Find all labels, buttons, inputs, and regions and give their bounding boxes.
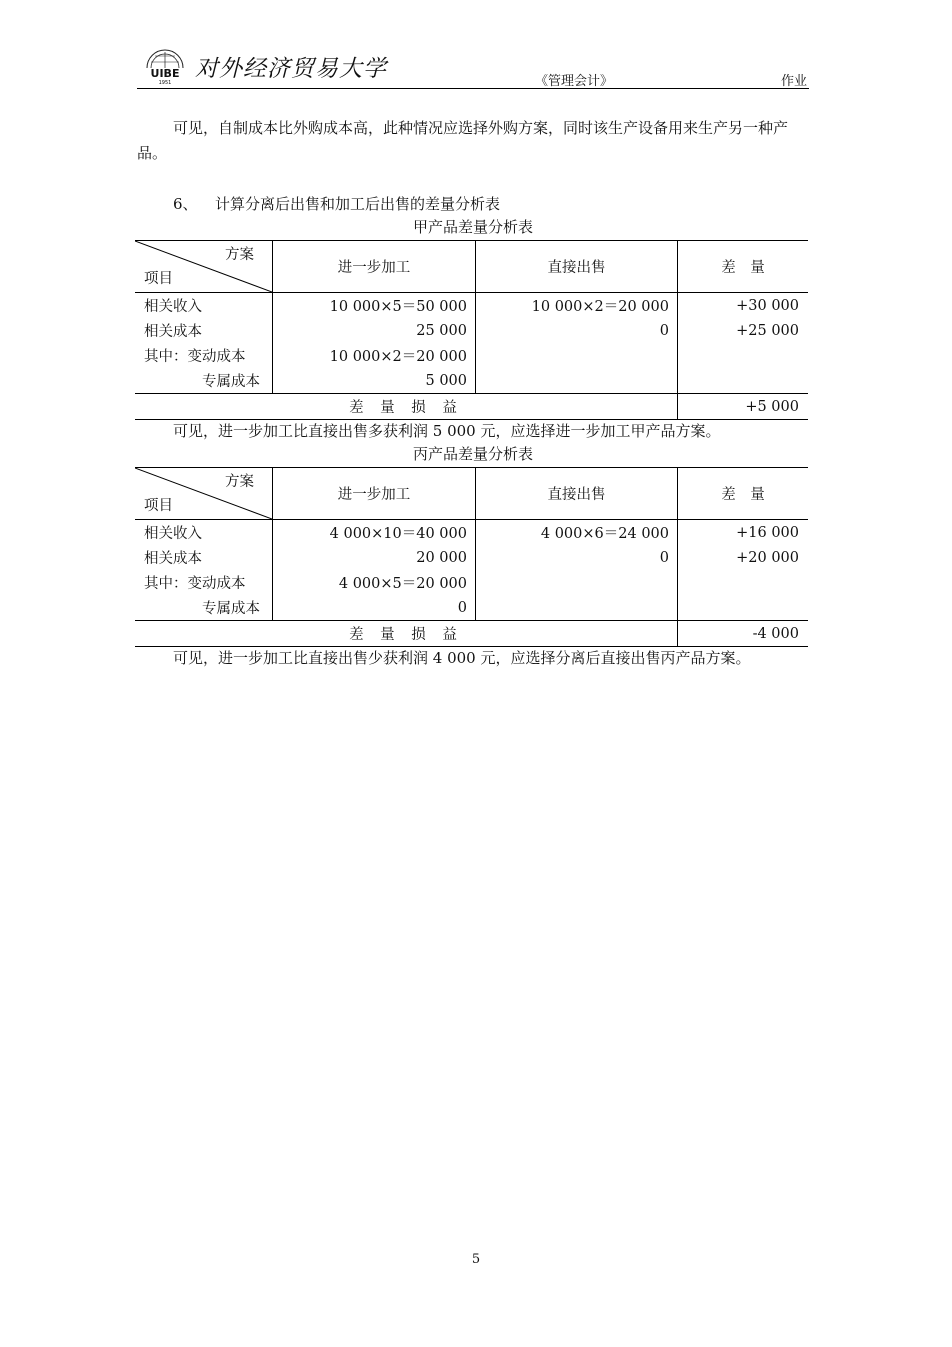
table-row [135, 545, 808, 570]
header-rule [137, 88, 809, 89]
cell-direct [476, 570, 678, 595]
row-label: 专属成本 [202, 374, 260, 390]
cell-direct: 10 000×2＝20 000 [476, 293, 678, 319]
difference-analysis-table [135, 240, 808, 420]
summary-row [135, 621, 808, 647]
course-title: 《管理会计》 [535, 74, 614, 89]
cell-direct [476, 343, 678, 368]
section-heading [173, 193, 500, 214]
table-title: 甲产品差量分析表 [412, 218, 533, 236]
table-row [135, 368, 808, 394]
cell-further: 4 000×5＝20 000 [273, 570, 476, 595]
row-label: 相关成本 [144, 551, 202, 567]
column-header: 直接出售 [476, 468, 678, 520]
logo-year: 1951 [158, 80, 172, 84]
row-label: 其中：变动成本 [144, 576, 246, 592]
cell-diff: +30 000 [678, 293, 809, 319]
cell-further: 0 [273, 595, 476, 621]
difference-analysis-table [135, 467, 808, 647]
table-row [135, 293, 808, 319]
table-row [135, 343, 808, 368]
cell-direct: 4 000×6＝24 000 [476, 520, 678, 546]
conclusion-paragraph: 可见，进一步加工比直接出售少获利润 4 000 元，应选择分离后直接出售丙产品方案。 [173, 649, 751, 667]
intro-paragraph: 可见，自制成本比外购成本高，此种情况应选择外购方案，同时该生产设备用来生产另一种产品。 [137, 119, 789, 162]
cell-further: 5 000 [273, 368, 476, 394]
summary-label: 差 量 损 益 [135, 621, 678, 647]
cell-diff: +20 000 [678, 545, 809, 570]
cell-diff [678, 368, 809, 394]
cell-direct: 0 [476, 318, 678, 343]
summary-value: -4 000 [678, 621, 809, 647]
cell-diff [678, 595, 809, 621]
cell-further: 10 000×2＝20 000 [273, 343, 476, 368]
logo-text: UIBE [150, 67, 180, 80]
row-label: 相关成本 [144, 324, 202, 340]
university-logo [143, 46, 187, 84]
row-label: 相关收入 [144, 526, 202, 542]
row-label: 相关收入 [144, 299, 202, 315]
column-header: 差 量 [678, 241, 809, 293]
corner-bottom-label: 项目 [144, 498, 173, 514]
section-title: 计算分离后出售和加工后出售的差量分析表 [215, 195, 501, 213]
cell-direct [476, 368, 678, 394]
summary-label: 差 量 损 益 [135, 394, 678, 420]
corner-top-label: 方案 [225, 474, 254, 490]
summary-row [135, 394, 808, 420]
corner-cell [135, 241, 273, 293]
row-label: 专属成本 [202, 601, 260, 617]
cell-diff [678, 570, 809, 595]
row-label: 其中：变动成本 [144, 349, 246, 365]
column-header: 进一步加工 [273, 468, 476, 520]
cell-diff: +16 000 [678, 520, 809, 546]
corner-top-label: 方案 [225, 247, 254, 263]
cell-diff [678, 343, 809, 368]
table-title: 丙产品差量分析表 [412, 445, 533, 463]
cell-direct [476, 595, 678, 621]
cell-direct: 0 [476, 545, 678, 570]
cell-further: 4 000×10＝40 000 [273, 520, 476, 546]
corner-cell [135, 468, 273, 520]
table-row [135, 318, 808, 343]
page-number: 5 [471, 1252, 481, 1267]
corner-bottom-label: 项目 [144, 271, 173, 287]
cell-further: 25 000 [273, 318, 476, 343]
conclusion-paragraph: 可见，进一步加工比直接出售多获利润 5 000 元，应选择进一步加工甲产品方案。 [173, 422, 721, 440]
cell-diff: +25 000 [678, 318, 809, 343]
table-row [135, 570, 808, 595]
document-kind: 作业 [780, 74, 807, 89]
section-number: 6、 [173, 195, 198, 213]
page-header [137, 40, 809, 88]
table-row [135, 595, 808, 621]
cell-further: 10 000×5＝50 000 [273, 293, 476, 319]
column-header: 进一步加工 [273, 241, 476, 293]
university-name-script: 对外经济贸易大学 [195, 56, 387, 82]
table-header-row [135, 468, 808, 520]
table-header-row [135, 241, 808, 293]
column-header: 直接出售 [476, 241, 678, 293]
summary-value: +5 000 [678, 394, 809, 420]
table-row [135, 520, 808, 546]
column-header: 差 量 [678, 468, 809, 520]
cell-further: 20 000 [273, 545, 476, 570]
